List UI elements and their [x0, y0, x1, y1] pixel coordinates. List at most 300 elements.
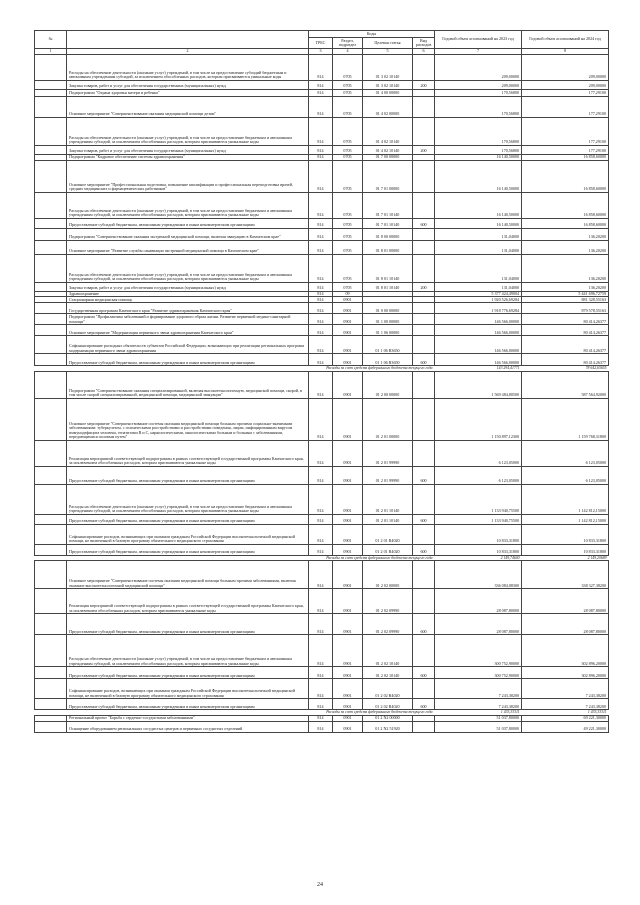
cell-vid: 600	[413, 218, 435, 228]
cell-section: 0901	[333, 679, 363, 699]
cell-section: 0705	[333, 228, 363, 240]
cell-vid	[413, 303, 435, 314]
cell-2024: 80 414,26377	[522, 325, 609, 336]
cell-name: Расходы на обеспечение деятельности (оказание услуг) учреждений, в том числе на предоставление бюджетным и автономным учреждениям субсидий, за исключением обособленных расходов, которым присваиваются уникальные коды	[67, 192, 309, 218]
cell-grbs: 814	[309, 721, 333, 732]
cell-vid	[413, 117, 435, 145]
cell-2023: 7 243,38200	[435, 679, 522, 699]
cell-vid	[413, 325, 435, 336]
cell-name: Закупка товаров, работ и услуг для обеспечения государственных (муниципальных) нужд	[67, 282, 309, 291]
cell-vid	[413, 314, 435, 325]
cell-2023: 10 833,31800	[435, 524, 522, 544]
cell-grbs: 814	[309, 561, 333, 589]
cell-2023: 10 833,31800	[435, 544, 522, 555]
cell-vid	[413, 484, 435, 514]
cell-num	[35, 282, 67, 291]
header-2023: Годовой объем ассигнований на 2023 год	[435, 31, 522, 49]
table-row	[35, 228, 609, 240]
cell-section: 0705	[333, 240, 363, 254]
cell-2023: 16 140,50000	[435, 192, 522, 218]
cell-target: 01 4 00 00000	[363, 89, 413, 96]
cell-name: Стационарная медицинская помощь	[67, 297, 309, 303]
budget-table-sheet	[34, 30, 608, 733]
cell-grbs: 814	[309, 544, 333, 555]
cell-2024: 302 896,20000	[522, 635, 609, 667]
cell-num	[35, 544, 67, 555]
cell-section: 0705	[333, 54, 363, 80]
cell-2024: 28 087,80000	[522, 614, 609, 635]
cell-vid	[413, 254, 435, 282]
cell-2023: 146 566,00000	[435, 354, 522, 366]
colnum: 7	[435, 49, 522, 55]
cell-vid: 600	[413, 544, 435, 555]
cell-section: 0901	[333, 354, 363, 366]
cell-grbs: 814	[309, 89, 333, 96]
cell-grbs: 814	[309, 484, 333, 514]
cell-section: 0901	[333, 635, 363, 667]
cell-section: 0901	[333, 715, 363, 721]
cell-section: 0705	[333, 218, 363, 228]
cell-2024: 209,00000	[522, 54, 609, 80]
cell-2023: 1 920 526,69284	[435, 297, 522, 303]
cell-target: 01 4 02 10140	[363, 145, 413, 154]
cell-target: 01 7 00 00000	[363, 154, 413, 160]
cell-vid	[413, 89, 435, 96]
cell-grbs: 814	[309, 291, 333, 297]
table-row	[35, 561, 609, 589]
colnum: 6	[413, 49, 435, 55]
table-row	[35, 514, 609, 524]
cell-section: 0901	[333, 440, 363, 466]
cell-section: 0901	[333, 561, 363, 589]
cell-vid	[413, 240, 435, 254]
cell-grbs: 814	[309, 354, 333, 366]
cell-2023: 51 037,80000	[435, 721, 522, 732]
cell-name: Софинансирование расходов, возникающих при оказании гражданам Российской Федерации высокотехнологичной медицинской помощи, не включенной в базовую программу обязательного медицинского страхования	[67, 524, 309, 544]
cell-name: Расходы на обеспечение деятельности (оказание услуг) учреждений, в том числе на предоставление бюджетным и автономным учреждениям субсидий, за исключением обособленных расходов, которым присваиваются уникальные коды	[67, 635, 309, 667]
table-row	[35, 303, 609, 314]
cell-name: Основное мероприятие "Совершенствование системы оказания медицинской помощи больным прочими социально-значимыми заболеваниями: туберкулезом, с психическими расстройствами и расстройствами поведения, лицам, инфицированным вирусом иммунодефицита человека, гепатитами B и C, наркологическими, онкологическими больным и больным с заболеваниями, передающимися половым путем"	[67, 398, 309, 440]
cell-2024: 16 858,60000	[522, 160, 609, 192]
cell-section: 0705	[333, 80, 363, 89]
cell-grbs: 814	[309, 282, 333, 291]
cell-num	[35, 514, 67, 524]
cell-vid	[413, 54, 435, 80]
cell-vid	[413, 371, 435, 398]
cell-grbs: 814	[309, 160, 333, 192]
note-text: Расходы за счет средств федерального бюджета текущего года	[326, 710, 433, 714]
header-2024: Годовой объем ассигнований на 2024 год	[522, 31, 609, 49]
cell-name: Реализация мероприятий соответствующей подпрограммы в рамках соответствующей государственной программы Камчатского края, за исключением обособленных расходов, которым присваиваются уникальные коды	[67, 440, 309, 466]
cell-name: Подпрограмма "Охрана здоровья матери и ребенка"	[67, 89, 309, 96]
cell-2023: 300 752,90000	[435, 667, 522, 679]
cell-name: Государственная программа Камчатского края "Развитие здравоохранения Камчатского края"	[67, 303, 309, 314]
cell-section: 0901	[333, 721, 363, 732]
cell-num	[35, 240, 67, 254]
cell-2023: 6 123,05000	[435, 466, 522, 484]
cell-target: 01 2 02 00000	[363, 561, 413, 589]
cell-name: Закупка товаров, работ и услуг для обеспечения государственных (муниципальных) нужд	[67, 80, 309, 89]
cell-num	[35, 699, 67, 710]
cell-2024: 1 159 768,31800	[522, 398, 609, 440]
table-row	[35, 160, 609, 192]
cell-section: 0705	[333, 254, 363, 282]
table-row	[35, 192, 609, 218]
cell-2023: 170,56800	[435, 89, 522, 96]
cell-2024: 136,20200	[522, 254, 609, 282]
table-row	[35, 117, 609, 145]
cell-2023: 170,56800	[435, 145, 522, 154]
cell-section: 0705	[333, 145, 363, 154]
cell-name: Реализация мероприятий соответствующей подпрограммы в рамках соответствующей государственной программы Камчатского края, за исключением обособленных расходов, которым присваиваются уникальные коды	[67, 589, 309, 614]
cell-num	[35, 336, 67, 354]
cell-name: Основное мероприятие "Развитие службы санавиации экстренной медицинской помощи в Камчатском крае"	[67, 240, 309, 254]
table-row	[35, 635, 609, 667]
cell-2023: 146 566,00000	[435, 314, 522, 325]
table-row	[35, 240, 609, 254]
cell-vid	[413, 192, 435, 218]
cell-num	[35, 398, 67, 440]
table-row	[35, 699, 609, 710]
cell-num	[35, 524, 67, 544]
table-row	[35, 80, 609, 89]
table-row	[35, 325, 609, 336]
cell-2024: 49 221,30000	[522, 721, 609, 732]
cell-2023: 170,56800	[435, 96, 522, 117]
cell-2024: 177,29100	[522, 145, 609, 154]
cell-vid: 200	[413, 145, 435, 154]
cell-2024: 881 328,55163	[522, 297, 609, 303]
cell-section: 0901	[333, 514, 363, 524]
cell-vid	[413, 679, 435, 699]
cell-section: 0901	[333, 398, 363, 440]
cell-grbs: 814	[309, 80, 333, 89]
cell-name: Софинансирование расходов, возникающих при оказании гражданам Российской Федерации высокотехнологичной медицинской помощи, не включенной в базовую программу обязательного медицинского страхования	[67, 679, 309, 699]
cell-2024: 177,29100	[522, 89, 609, 96]
cell-2024: 136,20200	[522, 240, 609, 254]
table-row	[35, 145, 609, 154]
cell-target: 01 8 00 00000	[363, 228, 413, 240]
cell-2024: 879 578,55163	[522, 303, 609, 314]
note-text: Расходы за счет средств федерального бюджета текущего года	[326, 366, 433, 370]
cell-grbs: 814	[309, 325, 333, 336]
cell-grbs: 814	[309, 297, 333, 303]
cell-grbs: 814	[309, 524, 333, 544]
colnum: 2	[67, 49, 309, 55]
cell-num	[35, 89, 67, 96]
cell-section: 0901	[333, 325, 363, 336]
cell-num	[35, 314, 67, 325]
cell-name: Здравоохранение	[67, 291, 309, 297]
cell-grbs: 814	[309, 699, 333, 710]
header-codes: Коды	[309, 31, 435, 38]
table-row	[35, 589, 609, 614]
cell-2023: 5 377 424,49004	[435, 291, 522, 297]
cell-grbs: 814	[309, 303, 333, 314]
cell-target: 01 2 02 R4020	[363, 679, 413, 699]
note-2024: 78 642,65655	[585, 366, 607, 370]
cell-vid	[413, 336, 435, 354]
table-row	[35, 679, 609, 699]
cell-section: 0705	[333, 282, 363, 291]
table-row	[35, 544, 609, 555]
cell-num	[35, 371, 67, 398]
cell-grbs: 814	[309, 240, 333, 254]
colnum: 8	[522, 49, 609, 55]
cell-2024: 7 243,38200	[522, 699, 609, 710]
cell-2024: 6 123,05000	[522, 466, 609, 484]
table-row	[35, 440, 609, 466]
cell-target: 01 2 00 00000	[363, 371, 413, 398]
cell-target: 01 4 02 00000	[363, 96, 413, 117]
cell-vid	[413, 96, 435, 117]
cell-vid: 600	[413, 466, 435, 484]
colnum: 4	[333, 49, 363, 55]
cell-target: 01 1 06 R3650	[363, 354, 413, 366]
cell-grbs: 814	[309, 371, 333, 398]
cell-2024: 16 858,60000	[522, 218, 609, 228]
cell-2024: 302 896,20000	[522, 667, 609, 679]
cell-section: 0901	[333, 371, 363, 398]
cell-grbs: 814	[309, 589, 333, 614]
cell-2023: 1 133 940,75500	[435, 514, 522, 524]
note-text: Расходы за счет средств федерального бюджета текущего года	[326, 555, 433, 560]
budget-table	[34, 30, 609, 733]
cell-2024: 1 142 812,15000	[522, 514, 609, 524]
table-row	[35, 371, 609, 398]
cell-2023: 16 140,50000	[435, 218, 522, 228]
cell-2024: 10 833,31800	[522, 524, 609, 544]
note-2023: 1 433,33311	[500, 710, 520, 714]
cell-section: 09	[333, 291, 363, 297]
cell-2023: 131,04000	[435, 254, 522, 282]
cell-vid	[413, 635, 435, 667]
cell-target: 01 2 01 10140	[363, 514, 413, 524]
table-row	[35, 614, 609, 635]
cell-2024: 80 414,26377	[522, 314, 609, 325]
cell-target: 01 2 02 09990	[363, 614, 413, 635]
cell-section: 0901	[333, 667, 363, 679]
cell-num	[35, 721, 67, 732]
cell-grbs: 814	[309, 145, 333, 154]
cell-2024: 80 414,26377	[522, 354, 609, 366]
header-section: Раздел, подраздел	[333, 38, 363, 49]
table-row	[35, 667, 609, 679]
cell-vid: 600	[413, 667, 435, 679]
table-header	[35, 31, 609, 55]
page-number: 24	[317, 882, 323, 888]
cell-2023: 1 918 776,69284	[435, 303, 522, 314]
colnum: 5	[363, 49, 413, 55]
cell-vid: 200	[413, 80, 435, 89]
note-2023: 2 149,74600	[500, 555, 520, 560]
cell-name: Основное мероприятие "Совершенствование системы оказания медицинской помощи больным прочими заболеваниями, включая оказание высокотехнологичной медицинской помощи"	[67, 561, 309, 589]
note-2024: 2 149,20689	[587, 555, 607, 560]
table-row	[35, 336, 609, 354]
cell-name: Подпрограмма "Совершенствование оказания экстренной медицинской помощи, включая эвакуацию в Камчатском крае"	[67, 228, 309, 240]
header-vid: Вид расходов	[413, 38, 435, 49]
cell-num	[35, 160, 67, 192]
cell-name: Расходы на обеспечение деятельности (оказание услуг) учреждений, в том числе на предоставление бюджетным и автономным учреждениям субсидий, за исключением обособленных расходов, которым присваиваются уникальные коды	[67, 117, 309, 145]
cell-target: 01 2 02 R4020	[363, 699, 413, 710]
cell-name: Расходы на обеспечение деятельности (оказание услуг) учреждений, в том числе на предоставление субсидий бюджетным и автономным учреждениям субсидий, за исключением обособленных расходов, которым присваиваются уникальные коды	[67, 54, 309, 80]
cell-grbs: 814	[309, 614, 333, 635]
cell-2024: 209,00000	[522, 80, 609, 89]
cell-vid: 600	[413, 614, 435, 635]
cell-vid: 600	[413, 514, 435, 524]
table-row	[35, 218, 609, 228]
cell-2023: 1 150 897,12300	[435, 398, 522, 440]
cell-target: 01 1 06 00000	[363, 325, 413, 336]
cell-grbs: 814	[309, 440, 333, 466]
cell-name: Основное мероприятие "Профессиональная подготовка, повышение квалификации и профессиональная переподготовка врачей, средних медицинских и фармацевтических работников"	[67, 160, 309, 192]
colnum: 3	[309, 49, 333, 55]
cell-grbs: 814	[309, 192, 333, 218]
cell-grbs: 814	[309, 514, 333, 524]
cell-name: Предоставление субсидий бюджетным, автономным учреждениям и иным некоммерческим организациям	[67, 466, 309, 484]
cell-2023: 7 243,38200	[435, 699, 522, 710]
cell-num	[35, 635, 67, 667]
cell-num	[35, 440, 67, 466]
cell-section: 0901	[333, 466, 363, 484]
cell-grbs: 814	[309, 398, 333, 440]
cell-target: 01 3 02 10140	[363, 54, 413, 80]
table-row	[35, 96, 609, 117]
cell-section: 0901	[333, 336, 363, 354]
table-row	[35, 721, 609, 732]
cell-name: Подпрограмма "Совершенствование оказания специализированной, включая высокотехнологичную, медицинской помощи, скорой, в том числе скорой специализированной, медицинской помощи, медицинской эвакуации"	[67, 371, 309, 398]
cell-name: Предоставление субсидий бюджетным, автономным учреждениям и иным некоммерческим организациям	[67, 354, 309, 366]
cell-num	[35, 54, 67, 80]
table-row	[35, 484, 609, 514]
cell-target: 01 2 01 R4020	[363, 524, 413, 544]
cell-2024: 136,20200	[522, 228, 609, 240]
cell-2023: 28 087,80000	[435, 589, 522, 614]
table-row	[35, 524, 609, 544]
cell-section: 0705	[333, 117, 363, 145]
cell-grbs: 814	[309, 218, 333, 228]
cell-name: Предоставление субсидий бюджетным, автономным учреждениям и иным некоммерческим организациям	[67, 544, 309, 555]
cell-num	[35, 679, 67, 699]
cell-2023: 1 569 484,80500	[435, 371, 522, 398]
cell-2023: 131,04000	[435, 240, 522, 254]
cell-target: 01 7 01 10140	[363, 192, 413, 218]
cell-2024: 10 833,31800	[522, 544, 609, 555]
cell-grbs: 814	[309, 154, 333, 160]
cell-target: 01 1 06 R3650	[363, 336, 413, 354]
cell-2024: 7 243,38200	[522, 679, 609, 699]
cell-section: 0901	[333, 484, 363, 514]
cell-grbs: 814	[309, 254, 333, 282]
cell-target: 01 3 02 10140	[363, 80, 413, 89]
cell-num	[35, 303, 67, 314]
cell-name: Подпрограмма "Профилактика заболеваний и формирование здорового образа жизни. Развитие первичной медико-санитарной помощи"	[67, 314, 309, 325]
cell-grbs: 814	[309, 635, 333, 667]
cell-name: Оснащение оборудованием региональных сосудистых центров и первичных сосудистых отделений	[67, 721, 309, 732]
colnum: 1	[35, 49, 67, 55]
cell-grbs: 814	[309, 667, 333, 679]
cell-section: 0901	[333, 614, 363, 635]
cell-2024: 338 327,38200	[522, 561, 609, 589]
cell-2024: 16 858,60000	[522, 192, 609, 218]
cell-target: 01 8 01 00000	[363, 240, 413, 254]
cell-target: 01 2 01 00000	[363, 398, 413, 440]
cell-2023: 16 140,50000	[435, 154, 522, 160]
cell-target: 01 2 01 10140	[363, 484, 413, 514]
cell-vid: 600	[413, 354, 435, 366]
cell-num	[35, 117, 67, 145]
cell-2023: 336 084,08300	[435, 561, 522, 589]
cell-2023: 209,00000	[435, 80, 522, 89]
cell-vid: 200	[413, 282, 435, 291]
cell-2024: 1 142 812,15000	[522, 484, 609, 514]
table-row	[35, 254, 609, 282]
cell-grbs: 814	[309, 117, 333, 145]
cell-2024: 5 441 696,72759	[522, 291, 609, 297]
cell-2024: 6 123,05000	[522, 440, 609, 466]
cell-2023: 1 133 940,75500	[435, 484, 522, 514]
cell-name: Расходы на обеспечение деятельности (оказание услуг) учреждений, в том числе на предоставление бюджетным и автономным учреждениям субсидий, за исключением обособленных расходов, которым присваиваются уникальные коды	[67, 484, 309, 514]
cell-target: 01 7 01 10140	[363, 218, 413, 228]
cell-section: 0705	[333, 154, 363, 160]
table-row	[35, 398, 609, 440]
cell-2023: 146 566,00000	[435, 325, 522, 336]
cell-num	[35, 325, 67, 336]
cell-num	[35, 466, 67, 484]
cell-target: 01 7 01 00000	[363, 160, 413, 192]
cell-name: Предоставление субсидий бюджетным, автономным учреждениям и иным некоммерческим организациям	[67, 699, 309, 710]
cell-num	[35, 589, 67, 614]
cell-name: Расходы на обеспечение деятельности (оказание услуг) учреждений, в том числе на предоставление бюджетным и автономным учреждениям субсидий, за исключением обособленных расходов, которым присваиваются уникальные коды	[67, 254, 309, 282]
cell-name: Предоставление субсидий бюджетным, автономным учреждениям и иным некоммерческим организациям	[67, 667, 309, 679]
cell-target: 01 2 01 99990	[363, 466, 413, 484]
cell-vid	[413, 228, 435, 240]
cell-grbs: 814	[309, 96, 333, 117]
cell-target: 01 2 N2 00000	[363, 715, 413, 721]
cell-target: 01 2 02 10140	[363, 635, 413, 667]
cell-section: 0705	[333, 89, 363, 96]
cell-vid	[413, 440, 435, 466]
cell-2023: 300 752,90000	[435, 635, 522, 667]
cell-name: Предоставление субсидий бюджетным, автономным учреждениям и иным некоммерческим организациям	[67, 514, 309, 524]
cell-2023: 209,00000	[435, 54, 522, 80]
cell-section: 0705	[333, 160, 363, 192]
cell-2023: 131,04000	[435, 228, 522, 240]
cell-target: 01 2 02 09990	[363, 589, 413, 614]
cell-grbs: 814	[309, 679, 333, 699]
table-row	[35, 89, 609, 96]
cell-num	[35, 667, 67, 679]
cell-grbs: 814	[309, 54, 333, 80]
cell-grbs: 814	[309, 715, 333, 721]
cell-2024: 80 414,26377	[522, 336, 609, 354]
cell-section: 0901	[333, 544, 363, 555]
cell-vid	[413, 524, 435, 544]
cell-vid	[413, 398, 435, 440]
cell-target: 01 4 02 10140	[363, 117, 413, 145]
cell-num	[35, 218, 67, 228]
cell-name: Софинансирование расходных обязательств субъектов Российской Федерации, возникающих при реализации региональных программ модернизации первичного звена здравоохранения	[67, 336, 309, 354]
cell-target: 01 1 00 00000	[363, 314, 413, 325]
cell-section: 0901	[333, 303, 363, 314]
cell-2024: 587 564,92000	[522, 371, 609, 398]
cell-grbs: 814	[309, 466, 333, 484]
cell-num	[35, 145, 67, 154]
cell-2023: 51 037,80000	[435, 715, 522, 721]
cell-vid	[413, 561, 435, 589]
cell-2024: 136,20200	[522, 282, 609, 291]
header-name	[67, 31, 309, 49]
